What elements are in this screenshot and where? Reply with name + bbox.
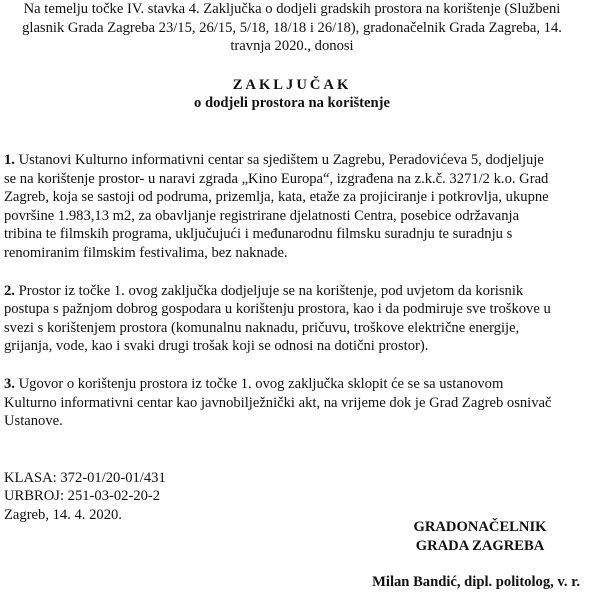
paragraph-line: tribina te filmskih programa, uključujući i međunarodnu filmsku suradnju te suradnju s xyxy=(4,226,513,243)
signature-block xyxy=(380,518,580,555)
urbroj: URBROJ: 251-03-02-20-2 xyxy=(4,488,161,505)
klasa: KLASA: 372-01/20-01/431 xyxy=(4,469,166,486)
paragraph-line: Zagreb, koja se sastoji od podruma, prizemlja, kata, etaže za projiciranje i potkrovlja, ukupne xyxy=(4,189,549,206)
paragraph-text: Ugovor o korištenju prostora iz točke 1. ovog zaključka sklopit će se sa ustanovom xyxy=(14,375,504,392)
paragraph-number: 3. xyxy=(4,375,15,392)
paragraph-line: postupa s pažnjom dobrog gospodara u korištenju prostora, kao i da podmiruje sve troškove u xyxy=(4,301,551,318)
paragraph-line: se na korištenje prostor- u naravi zgrada „Kino Europa“, izgrađena na z.k.č. 3271/2 k.o. Grad xyxy=(4,170,549,187)
paragraph-line: Ustanove. xyxy=(4,413,63,430)
document-subtitle: o dodjeli prostora na korištenje xyxy=(194,95,390,112)
paragraph-text: Prostor iz točke 1. ovog zaključka dodjeljuje se na korištenje, pod uvjetom da korisnik xyxy=(14,282,524,299)
paragraph-1 xyxy=(4,151,580,263)
paragraph-line xyxy=(4,375,580,394)
preamble-line: travnja 2020., donosi xyxy=(230,38,354,55)
paragraph-line: svezi s korištenjem prostora (komunalnu naknadu, pričuvu, troškove električne energije, xyxy=(4,319,520,336)
document-meta xyxy=(4,469,580,525)
paragraph-3 xyxy=(4,375,580,431)
paragraph-line: površine 1.983,13 m2, za obavljanje registrirane djelatnosti Centra, posebice održavanja xyxy=(4,207,520,224)
preamble-line: Na temelju točke IV. stavka 4. Zaključka o dodjeli gradskih prostora na korištenje (Službeni xyxy=(23,1,561,17)
paragraph-text: Ustanovi Kulturno informativni centar sa sjedištem u Zagrebu, Peradovićeva 5, dodjeljuje xyxy=(14,151,544,168)
paragraph-number: 1. xyxy=(4,151,15,168)
signature-line: GRADA ZAGREBA xyxy=(415,537,545,554)
preamble xyxy=(4,0,580,56)
signer-name: Milan Bandić, dipl. politolog, v. r. xyxy=(372,574,580,590)
signature-line: GRADONAČELNIK xyxy=(413,519,547,535)
paragraph-line xyxy=(4,151,580,170)
paragraph-2 xyxy=(4,282,580,356)
paragraph-line xyxy=(4,282,580,301)
paragraph-line: grijanja, vode, kao i svaki drugi trošak koji se odnosi na dotični prostor). xyxy=(4,338,429,355)
paragraph-line: Kulturno informativni centar kao javnobilježnički akt, na vrijeme dok je Grad Zagreb osnivač xyxy=(4,394,552,411)
preamble-line: glasnik Grada Zagreba 23/15, 26/15, 5/18, 18/18 i 26/18), gradonačelnik Grada Zagreba, 14. xyxy=(22,19,562,36)
place-date: Zagreb, 14. 4. 2020. xyxy=(4,506,122,523)
paragraph-line: renomiranim filmskim festivalima, bez naknade. xyxy=(4,244,288,261)
document-title: ZAKLJUČAK xyxy=(232,76,352,93)
paragraph-number: 2. xyxy=(4,282,15,299)
